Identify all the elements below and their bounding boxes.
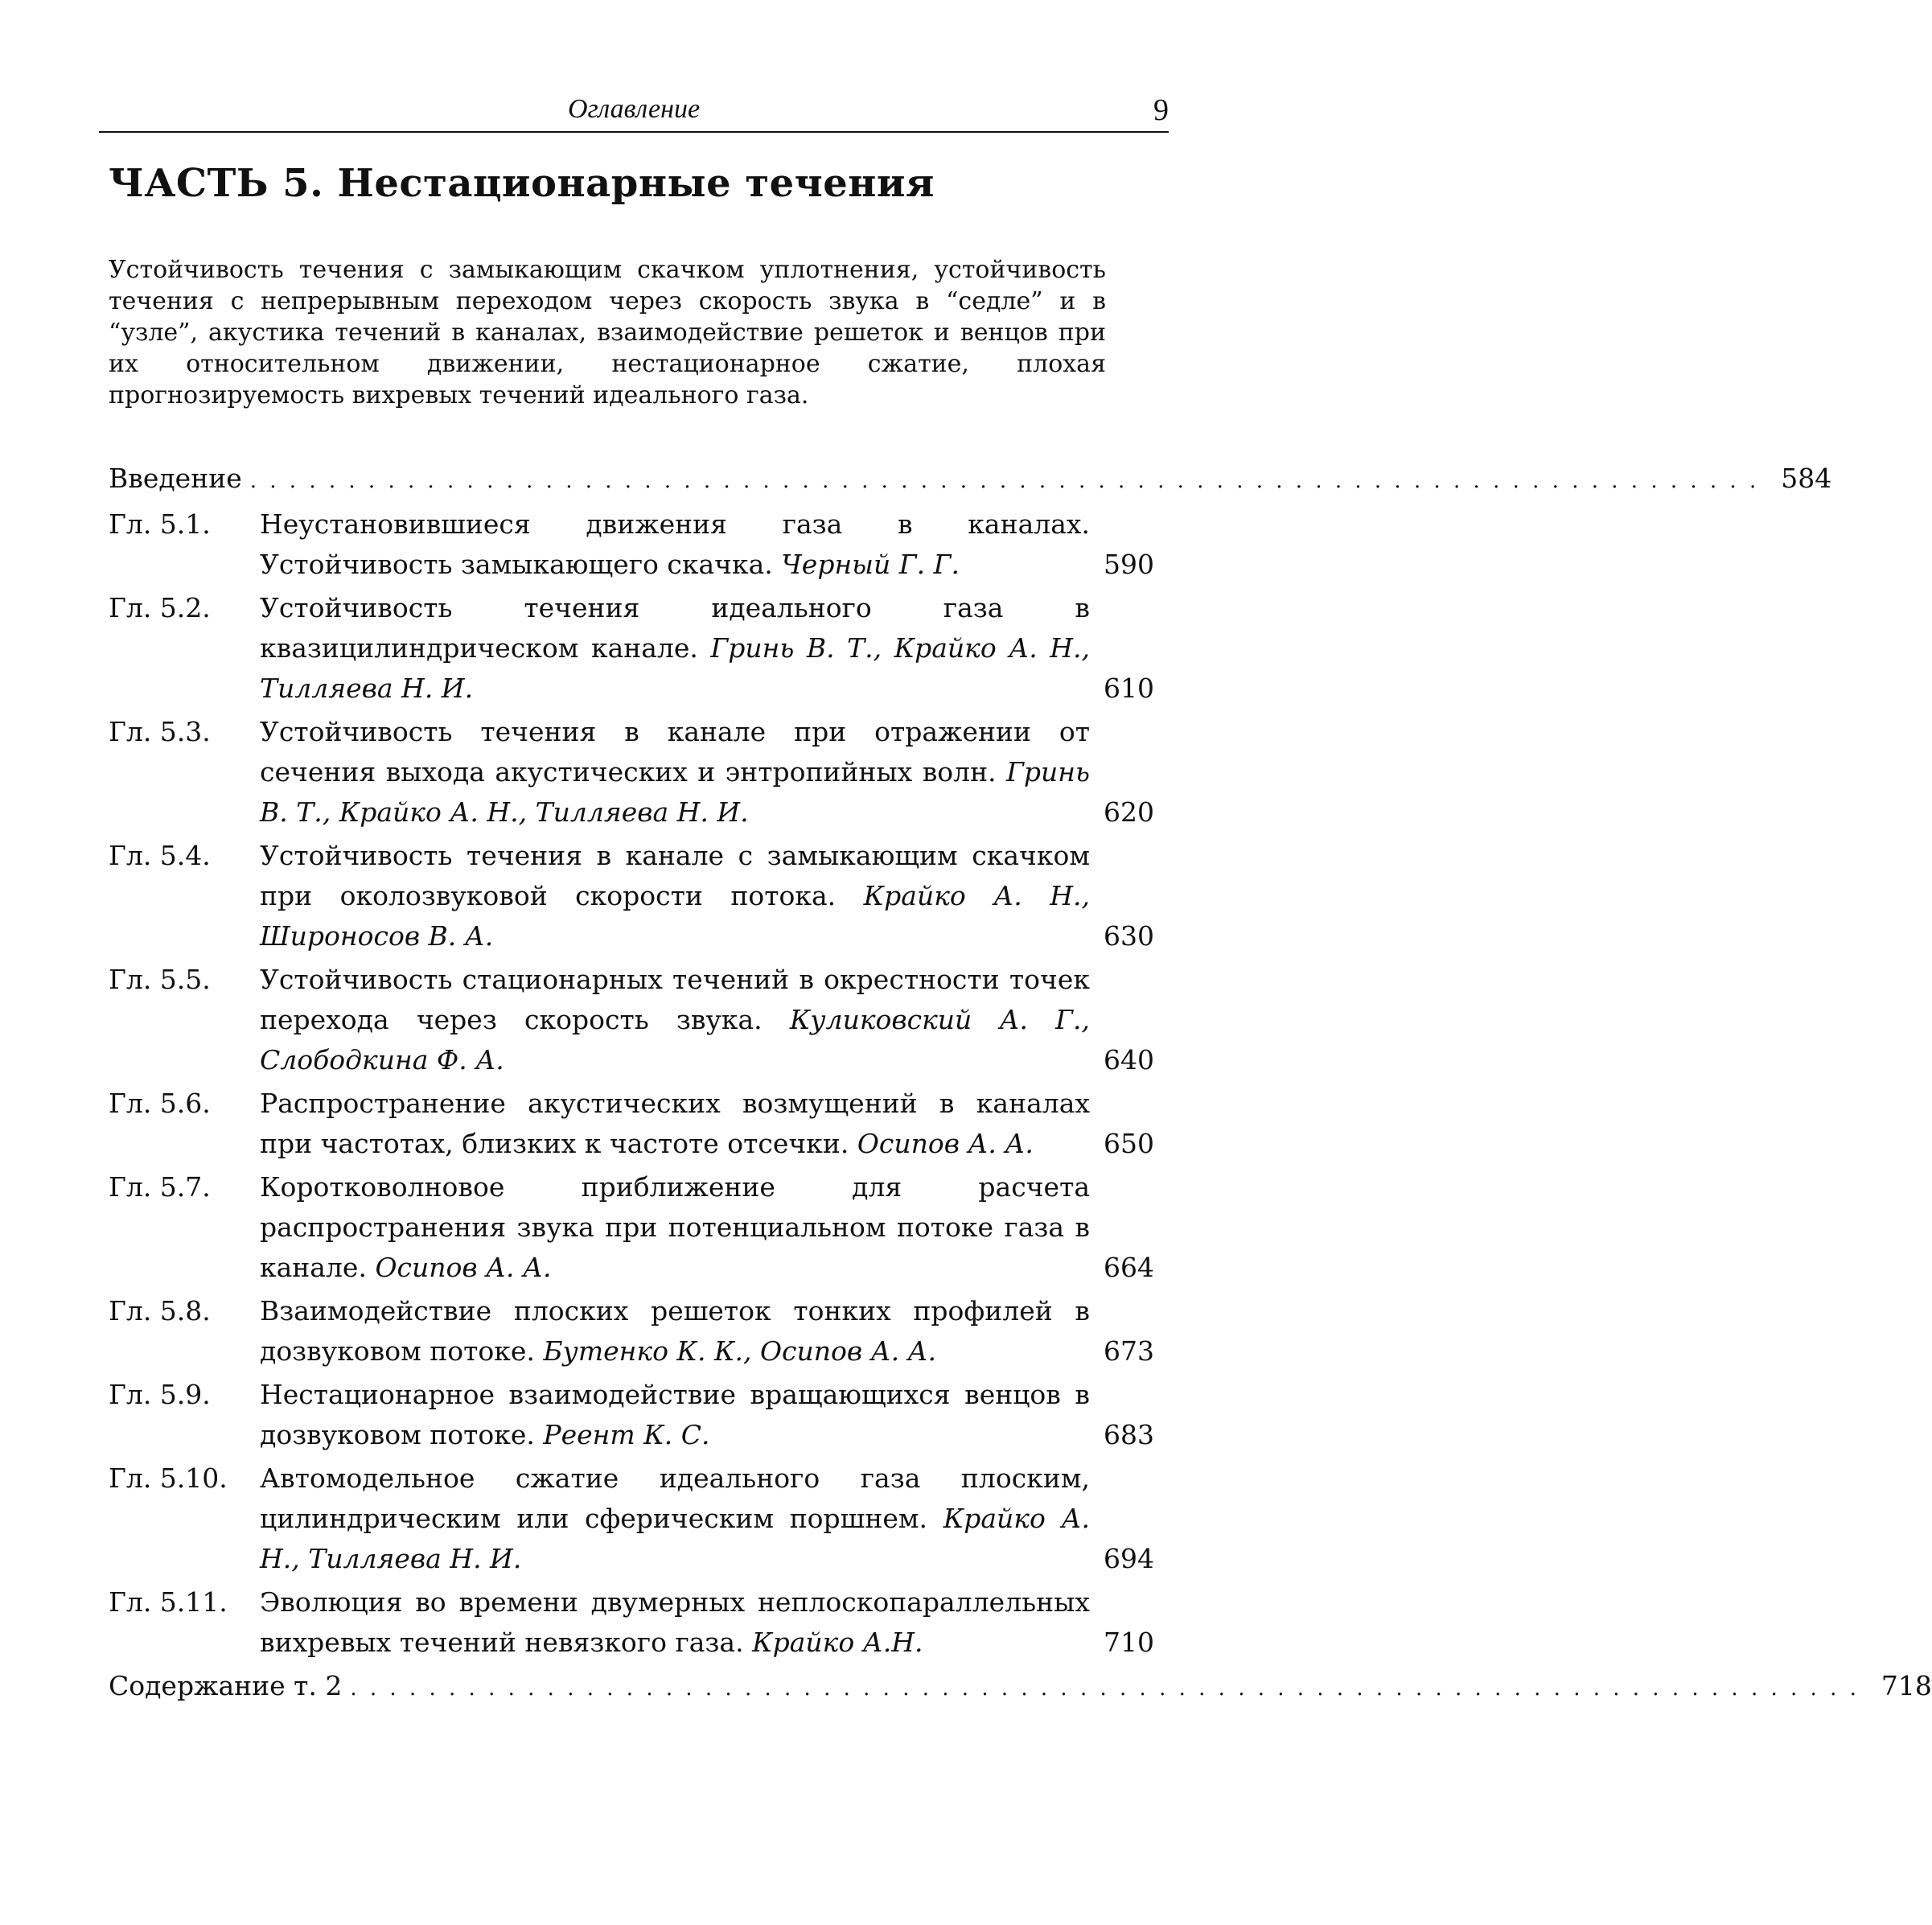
toc-chapter-title: Автомодельное сжатие идеального газа плоским, цилиндрическим или сферическим поршнем. (260, 1462, 1090, 1534)
toc-chapter-text (260, 504, 1090, 585)
toc-chapter-text-column (260, 1291, 1090, 1372)
toc-chapter-title: Взаимодействие плоских решеток тонких профилей в дозвуковом потоке. (260, 1295, 1090, 1367)
toc-chapter-wrap (260, 836, 1154, 956)
toc-chapter-title: Неустановившиеся движения газа в каналах. Устойчивость замыкающего скачка. (260, 508, 1090, 580)
page-number: 9 (1153, 93, 1169, 127)
toc-chapter-author: Крайко А.Н. (752, 1627, 923, 1658)
toc-chapter-dot-column (1090, 1539, 1154, 1579)
toc-chapter-row[interactable] (109, 1458, 1154, 1579)
part-abstract: Устойчивость течения с замыкающим скачком уплотнения, устойчивость течения с непрерывным переходом через скорость звука в “седле” и в “узле”, акустика течений в каналах, взаимодействие решеток и венцов при их относительном движении, нестационарное сжатие, плохая прогнозируемость вихревых течений идеального газа. (109, 256, 1106, 409)
toc-chapter-dot-column (1090, 1331, 1154, 1372)
toc-chapter-body (260, 836, 1154, 956)
toc-chapter-body (260, 1084, 1154, 1164)
toc-chapter-page: 630 (1104, 920, 1154, 952)
toc-chapter-label: Гл. 5.10. (109, 1462, 228, 1494)
toc-chapter-dot-column (1090, 545, 1154, 585)
toc-chapter-body (260, 1167, 1154, 1288)
toc-chapter-label: Гл. 5.2. (109, 592, 211, 623)
toc-chapter-title: Распространение акустических возмущений в каналах при частотах, близких к частоте отсечки. (260, 1088, 1090, 1159)
toc-chapter-dot-column (1090, 1124, 1154, 1164)
toc-chapter-label: Гл. 5.6. (109, 1088, 211, 1119)
toc-chapter-title: Эволюция во времени двумерных неплоскопараллельных вихревых течений невязкого газа. (260, 1586, 1090, 1658)
toc-chapter-row[interactable] (109, 960, 1154, 1080)
toc-chapter-label: Гл. 5.1. (109, 508, 211, 540)
running-header (99, 93, 1169, 133)
toc-chapter-row[interactable] (109, 712, 1154, 833)
toc-intro-row[interactable] (109, 459, 1832, 501)
toc-chapter-dot-column (1090, 668, 1154, 709)
toc-intro-label: Введение (109, 463, 242, 494)
toc-chapter-wrap (260, 1458, 1154, 1579)
toc-chapter-title: Устойчивость стационарных течений в окрестности точек перехода через скорость звука. (260, 964, 1090, 1035)
toc-chapter-title: Устойчивость течения в канале с замыкающим скачком при околозвуковой скорости потока. (260, 840, 1090, 911)
toc-chapter-label: Гл. 5.5. (109, 964, 211, 995)
toc-chapter-dot-column (1090, 792, 1154, 833)
toc-chapter-text-column (260, 836, 1090, 956)
toc-chapter-text-column (260, 588, 1090, 709)
toc-chapter-page: 640 (1104, 1044, 1154, 1076)
toc-chapter-dot-column (1090, 1415, 1154, 1455)
toc-chapter-text (260, 1458, 1090, 1579)
toc-chapter-author: Крайко А. Н., Широносов В. А. (260, 880, 1090, 952)
toc-contents-page: 718 (1881, 1670, 1932, 1701)
toc-contents-row[interactable] (109, 1666, 1932, 1709)
toc-chapter-text-column (260, 712, 1090, 833)
toc-chapter-dot-column (1090, 1248, 1154, 1288)
toc-chapter-text (260, 1375, 1090, 1455)
toc-chapter-dot-column (1090, 1040, 1154, 1080)
toc-leader-dots: . . . . . . . . . . . . . . . . . . . . . . . . . . . . . . . . . . . . . . . . . . . . . . . . . . . . . . . . . . . . . . . . . . . . . . . . . . . . . (249, 469, 1760, 493)
toc-chapter-dot-column (1090, 916, 1154, 956)
toc-chapter-author: Осипов А. А. (375, 1252, 552, 1283)
toc-chapter-page: 683 (1104, 1419, 1154, 1450)
part-title: ЧАСТЬ 5. Нестационарные течения (109, 161, 935, 206)
toc-chapter-title: Устойчивость течения идеального газа в квазицилиндрическом канале. (260, 592, 1090, 664)
toc-chapter-body (260, 504, 1154, 585)
toc-chapter-text-column (260, 1167, 1090, 1288)
toc-chapter-text-column (260, 1458, 1090, 1579)
toc-chapter-wrap (260, 1167, 1154, 1288)
toc-chapter-text-column (260, 1084, 1090, 1164)
toc-chapter-page: 673 (1104, 1335, 1154, 1367)
toc-chapter-wrap (260, 504, 1154, 585)
toc-chapter-body (260, 588, 1154, 709)
toc-chapter-text (260, 588, 1090, 709)
toc-chapter-author: Гринь В. Т., Крайко А. Н., Тилляева Н. И. (260, 756, 1090, 828)
toc-chapter-author: Осипов А. А. (857, 1128, 1034, 1159)
toc-chapter-label: Гл. 5.7. (109, 1171, 211, 1203)
toc-chapter-text (260, 960, 1090, 1080)
toc-chapter-body (260, 1291, 1154, 1372)
toc-chapter-author: Реент К. С. (543, 1419, 710, 1450)
toc-chapter-text (260, 1084, 1090, 1164)
toc-leader-dots: . . . . . . . . . . . . . . . . . . . . . . . . . . . . . . . . . . . . . . . . . . . . . . . . . . . . . . . . . . . . . . . . . . . . . . . . . . . . . (350, 1676, 1860, 1701)
toc-chapter-text (260, 1291, 1090, 1372)
toc-chapter-text (260, 836, 1090, 956)
toc-chapter-wrap (260, 1291, 1154, 1372)
toc-chapter-row[interactable] (109, 836, 1154, 956)
toc-chapter-wrap (260, 960, 1154, 1080)
toc-chapter-label: Гл. 5.8. (109, 1295, 211, 1327)
toc-chapter-row[interactable] (109, 1582, 1154, 1663)
toc-chapter-text (260, 712, 1090, 833)
toc-chapter-body (260, 1458, 1154, 1579)
toc-chapter-wrap (260, 588, 1154, 709)
toc-chapter-wrap (260, 1084, 1154, 1164)
toc-chapter-row[interactable] (109, 588, 1154, 709)
toc-chapter-title: Нестационарное взаимодействие вращающихся венцов в дозвуковом потоке. (260, 1379, 1090, 1450)
toc-chapter-row[interactable] (109, 504, 1154, 585)
toc-chapter-page: 590 (1104, 549, 1154, 580)
toc-chapter-text (260, 1167, 1090, 1288)
toc-chapter-author: Гринь В. Т., Крайко А. Н., Тилляева Н. И. (260, 632, 1090, 704)
toc-chapter-list (109, 504, 1154, 1663)
running-title: Оглавление (567, 94, 701, 124)
toc-chapter-wrap (260, 712, 1154, 833)
toc-chapter-label: Гл. 5.11. (109, 1586, 228, 1618)
toc-chapter-page: 694 (1104, 1543, 1154, 1574)
toc-chapter-row[interactable] (109, 1167, 1154, 1288)
toc-chapter-label: Гл. 5.4. (109, 840, 211, 871)
toc-chapter-dot-column (1090, 1623, 1154, 1663)
toc-chapter-page: 620 (1104, 796, 1154, 828)
toc-chapter-page: 650 (1104, 1128, 1154, 1159)
toc-chapter-label: Гл. 5.3. (109, 716, 211, 747)
toc-chapter-row[interactable] (109, 1084, 1154, 1164)
table-of-contents (109, 459, 1932, 1712)
toc-chapter-body (260, 1582, 1154, 1663)
toc-chapter-label: Гл. 5.9. (109, 1379, 211, 1410)
toc-chapter-author: Куликовский А. Г., Слободкина Ф. А. (260, 1004, 1091, 1076)
toc-contents-label: Содержание т. 2 (109, 1670, 343, 1701)
toc-chapter-wrap (260, 1582, 1154, 1663)
toc-chapter-wrap (260, 1375, 1154, 1455)
toc-chapter-title: Устойчивость течения в канале при отражении от сечения выхода акустических и энтропийных волн. (260, 716, 1090, 788)
toc-chapter-page: 610 (1104, 673, 1154, 704)
toc-chapter-page: 664 (1104, 1252, 1154, 1283)
toc-chapter-body (260, 1375, 1154, 1455)
toc-chapter-text-column (260, 504, 1090, 585)
toc-chapter-row[interactable] (109, 1375, 1154, 1455)
toc-chapter-title: Коротковолновое приближение для расчета распространения звука при потенциальном потоке газа в канале. (260, 1171, 1090, 1283)
toc-chapter-page: 710 (1104, 1627, 1154, 1658)
toc-chapter-author: Бутенко К. К., Осипов А. А. (543, 1335, 937, 1367)
toc-chapter-text-column (260, 960, 1090, 1080)
toc-chapter-author: Крайко А. Н., Тилляева Н. И. (260, 1503, 1090, 1574)
toc-intro-page: 584 (1781, 463, 1832, 494)
toc-chapter-row[interactable] (109, 1291, 1154, 1372)
toc-chapter-author: Черный Г. Г. (781, 549, 960, 580)
toc-chapter-text-column (260, 1582, 1090, 1663)
toc-chapter-text-column (260, 1375, 1090, 1455)
toc-chapter-body (260, 712, 1154, 833)
toc-chapter-text (260, 1582, 1090, 1663)
toc-chapter-body (260, 960, 1154, 1080)
